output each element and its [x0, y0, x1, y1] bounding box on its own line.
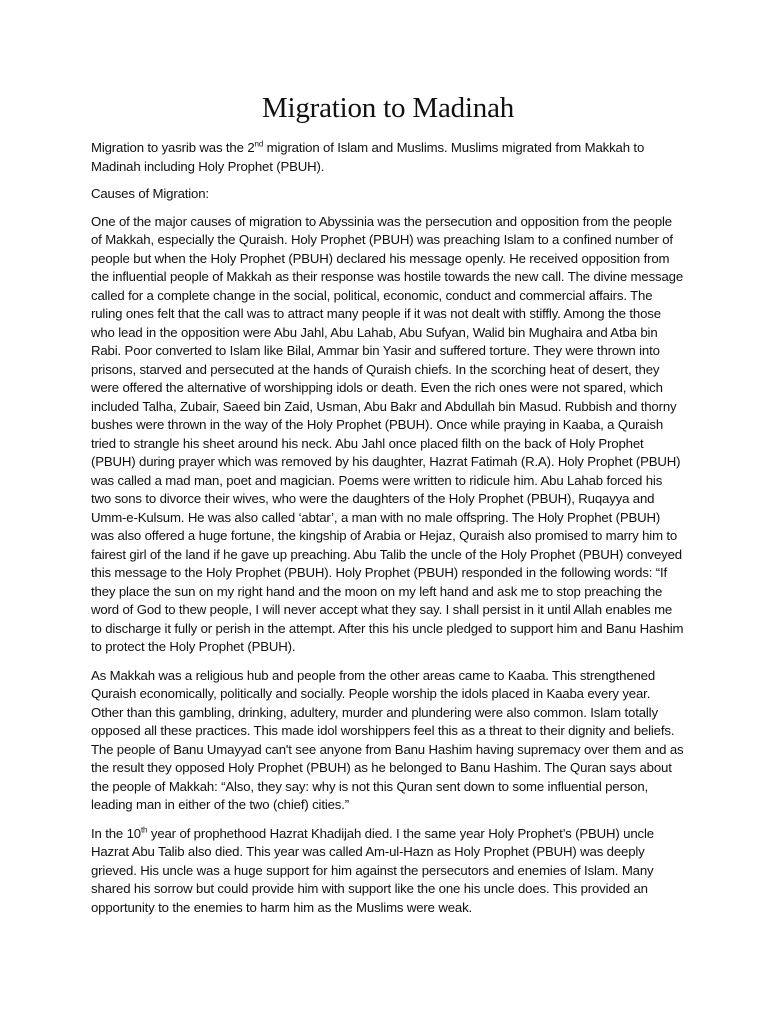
intro-ordinal-suffix: nd	[254, 139, 264, 149]
document-page	[91, 0, 685, 1024]
causes-heading: Causes of Migration:	[91, 186, 209, 201]
intro-text-start: Migration to yasrib was the 2	[91, 140, 255, 155]
paragraph-3-text-end: year of prophethood Hazrat Khadijah died. I the same year Holy Prophet’s (PBUH) uncle Hazrat Abu Talib also died. This year was called Am-ul-Hazn as Holy Prophet (PBUH) was deeply grieved. His uncle was a huge support for him against the persecutors and enemies of Islam. Many shared his sorrow but could provide him with support like the one his uncle does. This provided an opportunity to the enemies to harm him as the Muslims were weak.	[91, 825, 654, 915]
paragraph-3-ordinal-suffix: th	[140, 825, 148, 835]
intro-text-end: migration of Islam and Muslims. Muslims migrated from Makkah to Madinah including Holy Prophet (PBUH).	[91, 140, 645, 174]
body-paragraph-2: As Makkah was a religious hub and people from the other areas came to Kaaba. This strengthened Quraish economically, politically and socially. People worship the idols placed in Kaaba every year. Other than this gambling, drinking, adultery, murder and plundering were also common. Islam totally opposed all these practices. This made idol worshippers feel this as a threat to their dignity and beliefs. The people of Banu Umayyad can't see anyone from Banu Hashim having supremacy over them and as the result they opposed Holy Prophet (PBUH) as he belonged to Banu Hashim. The Quran says about the people of Makkah: “Also, they say: why is not this Quran sent down to some influential person, leading man in either of the two (chief) cities.”	[91, 667, 684, 812]
body-paragraph-1: One of the major causes of migration to Abyssinia was the persecution and opposition from the people of Makkah, especially the Quraish. Holy Prophet (PBUH) was preaching Islam to a confined number of people but when the Holy Prophet (PBUH) declared his message openly. He received opposition from the influential people of Makkah as their response was hostile towards the new call. The divine message called for a complete change in the social, political, economic, conduct and commercial affairs. The ruling ones felt that the call was to attract many people if it was not dealt with stiffly. Among the those who lead in the opposition were Abu Jahl, Abu Lahab, Abu Sufyan, Walid bin Mughaira and Atba bin Rabi. Poor converted to Islam like Bilal, Ammar bin Yasir and suffered torture. They were thrown into prisons, starved and persecuted at the hands of Quraish chiefs. In the scorching heat of desert, they were offered the alternative of worshipping idols or death. Even the rich ones were not spared, which included Talha, Zubair, Saeed bin Zaid, Usman, Abu Bakr and Abdullah bin Masud. Rubbish and thorny bushes were thrown in the way of the Holy Prophet (PBUH). Once while praying in Kaaba, a Quraish tried to strangle his sheet around his neck. Abu Jahl once placed filth on the back of Holy Prophet (PBUH) during prayer which was removed by his daughter, Hazrat Fatimah (R.A). Holy Prophet (PBUH) was called a mad man, poet and magician. Poems were written to ridicule him. Abu Lahab forced his two sons to divorce their wives, who were the daughters of the Holy Prophet (PBUH), Ruqayya and Umm-e-Kulsum. He was also called ‘abtar’, a man with no male offspring. The Holy Prophet (PBUH) was also offered a huge fortune, the kingship of Arabia or Hejaz, Quraish also promised to marry him to fairest girl of the land if he gave up preaching. Abu Talib the uncle of the Holy Prophet (PBUH) conveyed this message to the Holy Prophet (PBUH). Holy Prophet (PBUH) responded in the following words: “If they place the sun on my right hand and the moon on my left hand and ask me to stop preaching the word of God to thew people, I will never accept what they say. I shall persist in it until Allah enables me to discharge it fully or perish in the attempt. After this his uncle pledged to support him and Banu Hashim to protect the Holy Prophet (PBUH).	[91, 213, 684, 654]
page-title: Migration to Madinah	[261, 92, 515, 124]
intro-paragraph	[91, 139, 685, 176]
paragraph-3-text-start: In the 10	[91, 825, 141, 841]
body-paragraph-3	[91, 825, 685, 918]
